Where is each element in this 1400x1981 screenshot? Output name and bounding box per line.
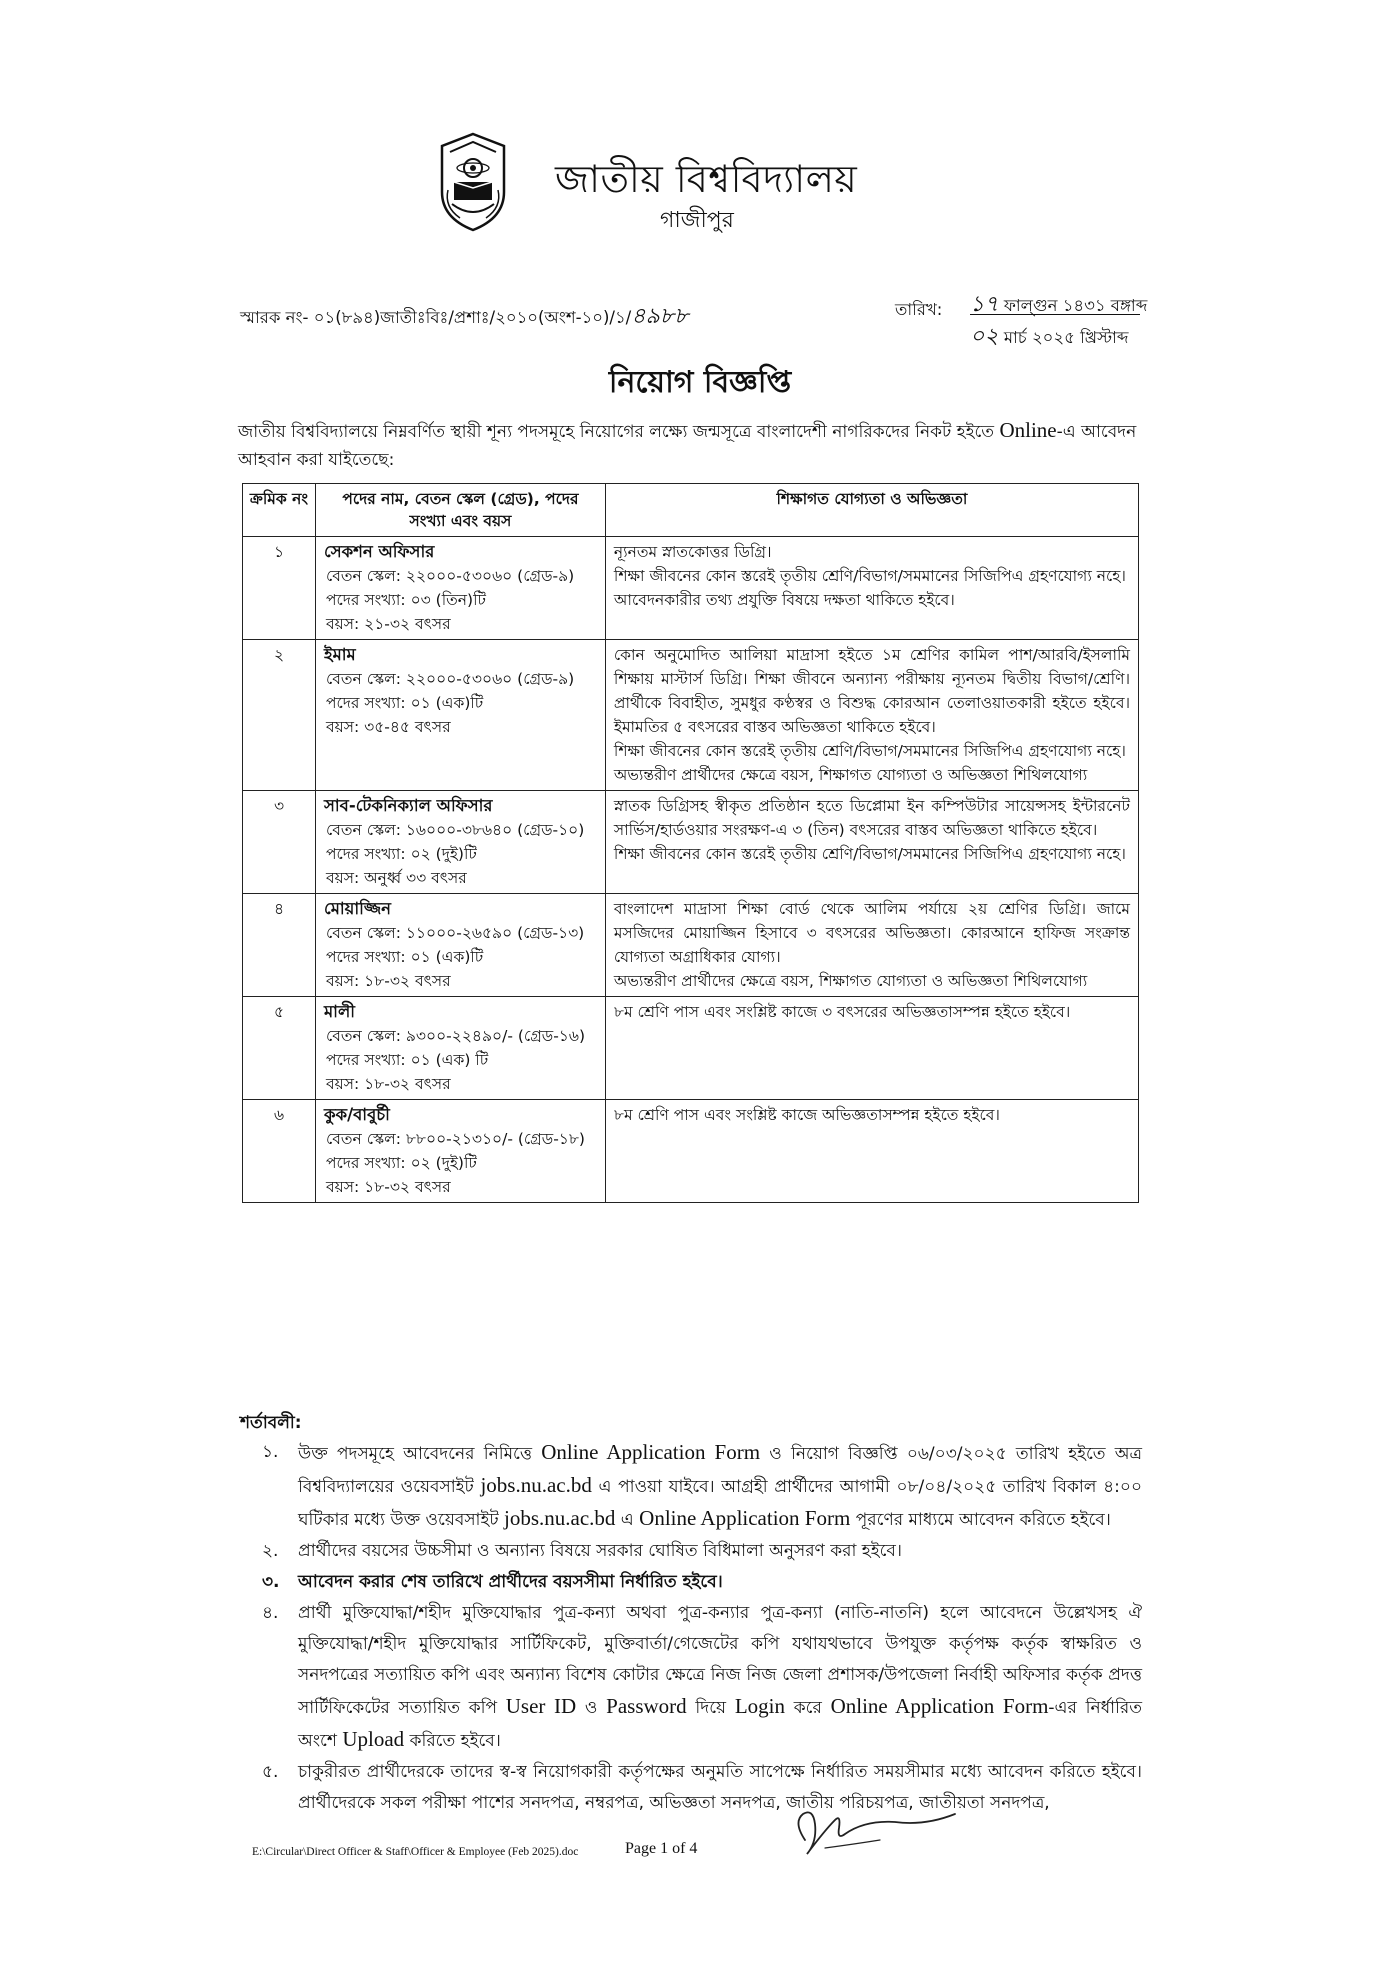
post-age: বয়স: অনুর্ধ্ব ৩৩ বৎসর xyxy=(326,869,467,887)
row-serial: ২ xyxy=(243,640,316,791)
condition-text: Upload xyxy=(342,1727,405,1751)
condition-item xyxy=(262,1536,1142,1567)
row-serial: ৪ xyxy=(243,894,316,997)
post-scale: বেতন স্কেল: ১৬০০০-৩৮৬৪০ (গ্রেড-১০) xyxy=(326,821,585,839)
row-serial: ১ xyxy=(243,537,316,640)
table-row xyxy=(243,997,1139,1100)
row-qualification xyxy=(605,894,1138,997)
condition-number: ৫. xyxy=(262,1762,279,1782)
row-serial: ৩ xyxy=(243,791,316,894)
row-post xyxy=(316,997,606,1100)
footer-page-number: Page 1 of 4 xyxy=(625,1840,698,1857)
qualification-line: অভ্যন্তরীণ প্রার্থীদের ক্ষেত্রে বয়স, শিক্ষাগত যোগ্যতা ও অভিজ্ঞতা শিথিলযোগ্য xyxy=(613,766,1088,784)
post-count: পদের সংখ্যা: ০১ (এক) টি xyxy=(326,1051,489,1069)
row-qualification xyxy=(605,640,1138,791)
row-qualification xyxy=(605,537,1138,640)
header-serial: ক্রমিক নং xyxy=(243,484,316,537)
row-serial: ৬ xyxy=(243,1100,316,1203)
post-scale: বেতন স্কেল: ২২০০০-৫৩০৬০ (গ্রেড-৯) xyxy=(326,670,575,688)
condition-number: ২. xyxy=(262,1541,279,1561)
row-post xyxy=(316,791,606,894)
date-bangla-day: ১৭ xyxy=(970,292,999,317)
condition-text: দিয়ে xyxy=(686,1698,735,1718)
condition-number: ১. xyxy=(262,1442,279,1462)
nu-crest-icon xyxy=(438,132,508,232)
qualification-line: আবেদনকারীর তথ্য প্রযুক্তি বিষয়ে দক্ষতা থাকিতে হইবে। xyxy=(613,591,955,609)
qualification-line: ৮ম শ্রেণি পাস এবং সংশ্লিষ্ট কাজে অভিজ্ঞতাসম্পন্ন হইতে হইবে। xyxy=(613,1106,1000,1124)
post-name: কুক/বাবুর্চী xyxy=(324,1105,390,1124)
memo-ref-number: ৪৯৮৮ xyxy=(631,304,689,329)
post-count: পদের সংখ্যা: ০১ (এক)টি xyxy=(326,948,484,966)
post-age: বয়স: ১৮-৩২ বৎসর xyxy=(326,1075,451,1093)
post-name: সাব-টেকনিক্যাল অফিসার xyxy=(324,796,493,815)
condition-text: প্রার্থী মুক্তিযোদ্ধা/শহীদ মুক্তিযোদ্ধার পুত্র-কন্যা অথবা পুত্র-কন্যার পুত্র-কন্যা (নাতি-নাতনি) হলে আবেদনে উল্লেখসহ ঐ মুক্তিযোদ্ধা/শহীদ মুক্তিযোদ্ধার সার্টিফিকেট, মুক্তিবার্তা/গেজেটের কপি যথাযথভাবে উপযুক্ত কর্তৃপক্ষ কর্তৃক স্বাক্ষরিত ও সনদপত্রের সত্যায়িত কপি এবং অন্যান্য বিশেষ কোটার ক্ষেত্রে নিজ নিজ জেলা প্রশাসক/উপজেলা নির্বাহী অফিসার কর্তৃক প্রদত্ত সার্টিফিকেটের সত্যায়িত কপি xyxy=(298,1603,1142,1718)
table-body xyxy=(243,537,1139,1203)
post-count: পদের সংখ্যা: ০২ (দুই)টি xyxy=(326,845,477,863)
conditions-title: শর্তাবলী: xyxy=(240,1413,302,1433)
footer-file-path: E:\Circular\Direct Officer & Staff\Officer & Employee (Feb 2025).doc xyxy=(252,1846,579,1858)
table-header-row xyxy=(243,484,1139,537)
post-count: পদের সংখ্যা: ০২ (দুই)টি xyxy=(326,1154,477,1172)
qualification-line: বাংলাদেশ মাদ্রাসা শিক্ষা বোর্ড থেকে আলিম পর্যায়ে ২য় শ্রেণির ডিগ্রি। জামে মসজিদের মোয়াজ্জিন হিসাবে ৩ বৎসরের অভিজ্ঞতা। কোরআনে হাফিজ সংক্রান্ত যোগ্যতা অগ্রাধিকার যোগ্য। xyxy=(613,900,1130,966)
table-row xyxy=(243,791,1139,894)
condition-item xyxy=(262,1437,1142,1536)
qualification-line: অভ্যন্তরীণ প্রার্থীদের ক্ষেত্রে বয়স, শিক্ষাগত যোগ্যতা ও অভিজ্ঞতা শিথিলযোগ্য xyxy=(613,972,1088,990)
row-qualification xyxy=(605,1100,1138,1203)
qualification-line: ন্যূনতম স্নাতকোত্তর ডিগ্রি। xyxy=(613,543,772,561)
table-row xyxy=(243,894,1139,997)
post-scale: বেতন স্কেল: ৮৮০০-২১৩১০/- (গ্রেড-১৮) xyxy=(326,1130,585,1148)
row-qualification xyxy=(605,997,1138,1100)
condition-text: পূরণের মাধ্যমে আবেদন করিতে হইবে। xyxy=(850,1510,1111,1530)
condition-text: Online Application Form xyxy=(830,1694,1049,1718)
university-city: গাজীপুর xyxy=(660,208,734,233)
condition-item xyxy=(262,1757,1142,1819)
condition-text: চাকুরীরত প্রার্থীদেরকে তাদের স্ব-স্ব নিয়োগকারী কর্তৃপক্ষের অনুমতি সাপেক্ষে নির্ধারিত সময়সীমার মধ্যে আবেদন করিতে হইবে। প্রার্থীদেরকে সকল পরীক্ষা পাশের সনদপত্র, নম্বরপত্র, অভিজ্ঞতা সনদপত্র, জাতীয় পরিচয়পত্র, জাতীয়তা সনদপত্র, xyxy=(298,1762,1142,1813)
post-age: বয়স: ১৮-৩২ বৎসর xyxy=(326,972,451,990)
table-row xyxy=(243,537,1139,640)
qualification-line: শিক্ষা জীবনের কোন স্তরেই তৃতীয় শ্রেণি/বিভাগ/সমমানের সিজিপিএ গ্রহণযোগ্য নহে। xyxy=(613,742,1126,760)
signature xyxy=(785,1800,965,1870)
intro-text: জাতীয় বিশ্ববিদ্যালয়ে নিম্নবর্ণিত স্থায়ী শূন্য পদসমূহে নিয়োগের লক্ষ্যে জন্মসূত্রে বাংলাদেশী নাগরিকদের নিকট হইতে xyxy=(238,422,1000,442)
condition-number: ৪. xyxy=(262,1603,279,1623)
notice-title: নিয়োগ বিজ্ঞপ্তি xyxy=(608,365,792,400)
condition-text: ও নিয়োগ বিজ্ঞপ্তি ০৬/০৩/২০২৫ তারিখ হইতে অত্র বিশ্ববিদ্যালয়ের ওয়েবসাইট xyxy=(298,1444,1142,1497)
condition-number: ৩. xyxy=(262,1572,280,1592)
condition-text: Password xyxy=(606,1694,687,1718)
row-serial: ৫ xyxy=(243,997,316,1100)
condition-text: এ পাওয়া যাইবে। আগ্রহী প্রার্থীদের আগামী ০৮/০৪/২০২৫ তারিখ বিকাল ৪:০০ ঘটিকার মধ্যে উক্ত ওয়েবসাইট xyxy=(298,1477,1143,1530)
condition-text: আবেদন করার শেষ তারিখে প্রার্থীদের বয়সসীমা নির্ধারিত হইবে। xyxy=(298,1572,723,1592)
date-gregorian xyxy=(970,319,1128,356)
date-bangla-rest: ফাল্গুন ১৪৩১ বঙ্গাব্দ xyxy=(1003,296,1148,315)
qualification-line: শিক্ষা জীবনের কোন স্তরেই তৃতীয় শ্রেণি/বিভাগ/সমমানের সিজিপিএ গ্রহণযোগ্য নহে। xyxy=(613,567,1126,585)
condition-text: Login xyxy=(734,1694,785,1718)
condition-text: ও xyxy=(576,1698,607,1718)
condition-text: করে xyxy=(785,1698,831,1718)
post-age: বয়স: ৩৫-৪৫ বৎসর xyxy=(326,718,451,736)
condition-text: এ xyxy=(615,1510,640,1530)
row-post xyxy=(316,640,606,791)
conditions-list xyxy=(262,1437,1142,1819)
qualification-line: স্নাতক ডিগ্রিসহ স্বীকৃত প্রতিষ্ঠান হতে ডিপ্লোমা ইন কম্পিউটার সায়েন্সসহ ইন্টারনেট সার্ভিস/হার্ডওয়ার সংরক্ষণ-এ ৩ (তিন) বৎসরের বাস্তব অভিজ্ঞতা থাকিতে হইবে। xyxy=(613,797,1130,839)
university-name: জাতীয় বিশ্ববিদ্যালয় xyxy=(555,157,858,201)
qualification-line: শিক্ষা জীবনের কোন স্তরেই তৃতীয় শ্রেণি/বিভাগ/সমমানের সিজিপিএ গ্রহণযোগ্য নহে। xyxy=(613,845,1126,863)
post-age: বয়স: ২১-৩২ বৎসর xyxy=(326,615,451,633)
condition-text: Online Application Form xyxy=(639,1506,851,1530)
memo-reference xyxy=(240,299,688,336)
post-scale: বেতন স্কেল: ১১০০০-২৬৫৯০ (গ্রেড-১৩) xyxy=(326,924,585,942)
row-post xyxy=(316,1100,606,1203)
header-post: পদের নাম, বেতন স্কেল (গ্রেড), পদের সংখ্যা এবং বয়স xyxy=(316,484,606,537)
condition-text: -এর নির্ধারিত অংশে xyxy=(298,1698,1143,1751)
memo-ref-prefix: স্মারক নং- ০১(৮৯৪)জাতীঃবিঃ/প্রশাঃ/২০১০(অংশ-১০)/১/ xyxy=(240,308,632,327)
post-count: পদের সংখ্যা: ০৩ (তিন)টি xyxy=(326,591,486,609)
table-row xyxy=(243,1100,1139,1203)
condition-text: Online Application Form xyxy=(541,1440,761,1464)
post-scale: বেতন স্কেল: ৯৩০০-২২৪৯০/- (গ্রেড-১৬) xyxy=(326,1027,585,1045)
qualification-line: কোন অনুমোদিত আলিয়া মাদ্রাসা হইতে ১ম শ্রেণির কামিল পাশ/আরবি/ইসলামি শিক্ষায় মাস্টার্স ডিগ্রি। শিক্ষা জীবনে অন্যান্য পরীক্ষায় ন্যূনতম দ্বিতীয় বিভাগ/শ্রেণি। প্রার্থীকে বিবাহীত, সুমধুর কণ্ঠস্বর ও বিশুদ্ধ কোরআন তেলাওয়াতকারী হইতে হইবে। ইমামতির ৫ বৎসরের বাস্তব অভিজ্ঞতা থাকিতে হইবে। xyxy=(613,646,1130,736)
qualification-line: ৮ম শ্রেণি পাস এবং সংশ্লিষ্ট কাজে ৩ বৎসরের অভিজ্ঞতাসম্পন্ন হইতে হইবে। xyxy=(613,1003,1071,1021)
condition-text: উক্ত পদসমূহে আবেদনের নিমিত্তে xyxy=(298,1444,542,1464)
header-qualification: শিক্ষাগত যোগ্যতা ও অভিজ্ঞতা xyxy=(605,484,1138,537)
intro-text-end: -এ আবেদন আহবান করা যাইতেছে: xyxy=(238,422,1137,470)
vacancy-table xyxy=(242,483,1139,1203)
post-name: ইমাম xyxy=(324,645,356,664)
condition-item xyxy=(262,1567,1142,1598)
post-count: পদের সংখ্যা: ০১ (এক)টি xyxy=(326,694,484,712)
row-post xyxy=(316,537,606,640)
date-gregorian-day: ০২ xyxy=(970,324,999,349)
post-scale: বেতন স্কেল: ২২০০০-৫৩০৬০ (গ্রেড-৯) xyxy=(326,567,575,585)
intro-online: Online xyxy=(999,418,1057,442)
condition-text: করিতে হইবে। xyxy=(404,1731,501,1751)
date-divider xyxy=(970,314,1140,315)
post-age: বয়স: ১৮-৩২ বৎসর xyxy=(326,1178,451,1196)
post-name: মোয়াজ্জিন xyxy=(324,899,392,918)
date-gregorian-rest: মার্চ ২০২৫ খ্রিস্টাব্দ xyxy=(1003,328,1129,347)
table-row xyxy=(243,640,1139,791)
condition-text: jobs.nu.ac.bd xyxy=(504,1506,616,1530)
row-qualification xyxy=(605,791,1138,894)
date-label: তারিখ: xyxy=(895,300,943,319)
intro-paragraph xyxy=(238,416,1140,474)
post-name: সেকশন অফিসার xyxy=(324,542,435,561)
condition-text: jobs.nu.ac.bd xyxy=(480,1473,592,1497)
row-post xyxy=(316,894,606,997)
post-name: মালী xyxy=(324,1002,355,1021)
condition-item xyxy=(262,1598,1142,1757)
condition-text: প্রার্থীদের বয়সের উচ্চসীমা ও অন্যান্য বিষয়ে সরকার ঘোষিত বিধিমালা অনুসরণ করা হইবে। xyxy=(298,1541,902,1561)
condition-text: User ID xyxy=(505,1694,577,1718)
